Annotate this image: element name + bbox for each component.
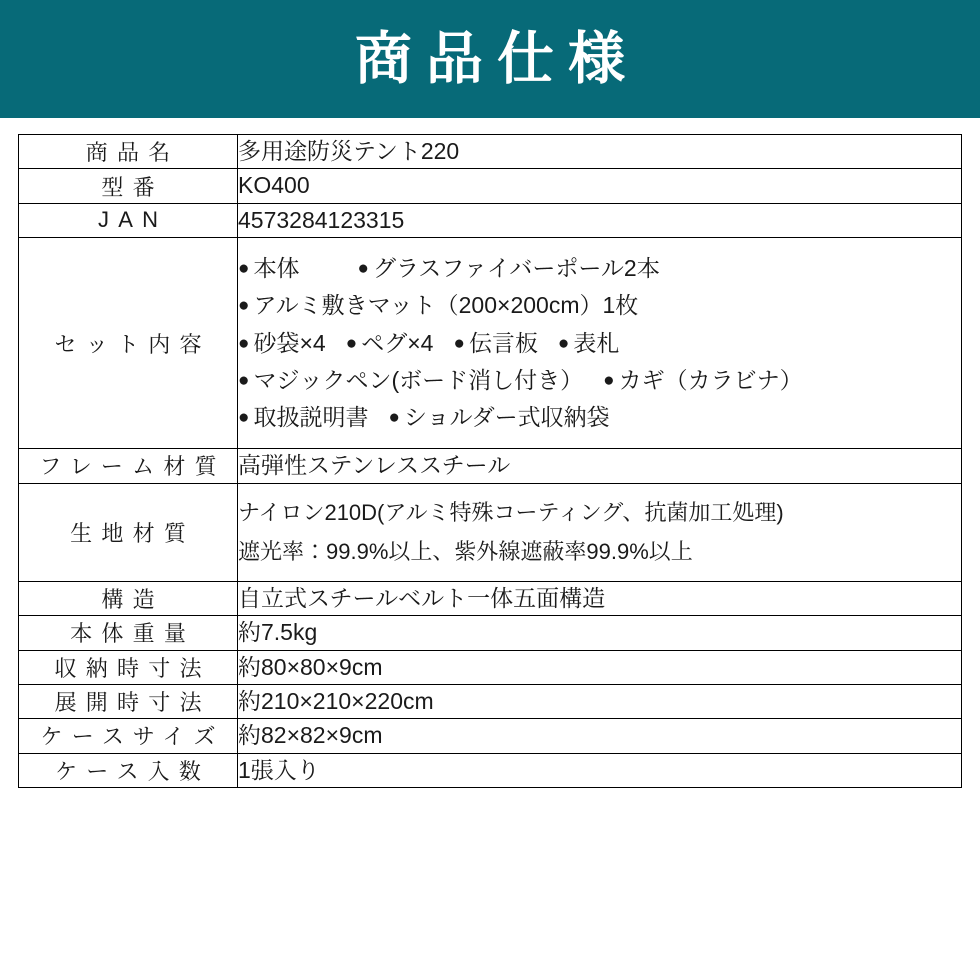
- row-value: 約82×82×9cm: [238, 719, 962, 753]
- row-value: 多用途防災テント220: [238, 135, 962, 169]
- table-row: [19, 753, 962, 787]
- bullet-icon: ●: [603, 369, 615, 391]
- set-item: 本体: [253, 255, 300, 282]
- row-label: [19, 135, 238, 169]
- set-contents-line: [238, 399, 961, 436]
- table-row: [19, 203, 962, 237]
- bullet-icon: ●: [557, 332, 570, 354]
- table-row: [19, 581, 962, 615]
- table-row: [19, 616, 962, 650]
- row-label: [19, 203, 238, 237]
- spec-table: [18, 134, 962, 788]
- row-label-text: 構造: [101, 586, 164, 612]
- table-row: [19, 135, 962, 169]
- bullet-icon: ●: [345, 332, 358, 354]
- row-label: [19, 169, 238, 203]
- table-row: [19, 449, 962, 483]
- bullet-icon: ●: [238, 295, 250, 317]
- set-item: グラスファイバーポール2本: [372, 255, 660, 282]
- row-label: [19, 449, 238, 483]
- row-label: [19, 581, 238, 615]
- set-item: アルミ敷きマット（200×200cm）1枚: [253, 292, 639, 319]
- set-contents-line: [238, 362, 961, 399]
- row-label-text: ケースサイズ: [40, 724, 225, 750]
- row-value: 約7.5kg: [238, 616, 962, 650]
- page-title: 商品仕様: [355, 25, 639, 92]
- fabric-line: ナイロン210D(アルミ特殊コーティング、抗菌加工処理): [238, 499, 784, 525]
- row-label: [19, 616, 238, 650]
- set-contents-line: [238, 250, 961, 287]
- table-row: [19, 169, 962, 203]
- bullet-icon: ●: [238, 332, 250, 354]
- table-row: [19, 650, 962, 684]
- set-item: 伝言板: [468, 329, 538, 356]
- row-label-text: 本体重量: [70, 621, 196, 647]
- row-value: 約210×210×220cm: [238, 684, 962, 718]
- table-row-fabric: [19, 483, 962, 581]
- row-label-text: JAN: [97, 207, 168, 233]
- set-item: マジックペン(ボード消し付き）: [253, 366, 584, 393]
- row-label: [19, 483, 238, 581]
- table-row: [19, 684, 962, 718]
- row-label: [19, 650, 238, 684]
- row-label-text: セット内容: [54, 331, 211, 357]
- set-item: ショルダー式収納袋: [403, 404, 610, 431]
- set-item: 表札: [573, 329, 620, 356]
- bullet-icon: ●: [357, 258, 369, 280]
- row-value: 高弾性ステンレススチール: [238, 449, 962, 483]
- page-header: [0, 0, 980, 118]
- row-label-text: フレーム材質: [39, 454, 226, 480]
- row-label: [19, 753, 238, 787]
- row-label-text: 商品名: [85, 140, 180, 166]
- table-row: [19, 719, 962, 753]
- bullet-icon: ●: [238, 369, 250, 391]
- row-label: [19, 238, 238, 449]
- row-label-text: 収納時寸法: [54, 655, 211, 681]
- set-item: 取扱説明書: [253, 404, 369, 431]
- row-label: [19, 684, 238, 718]
- set-item: 砂袋×4: [253, 329, 326, 356]
- bullet-icon: ●: [453, 332, 465, 354]
- row-value: 約80×80×9cm: [238, 650, 962, 684]
- bullet-icon: ●: [388, 407, 400, 429]
- row-value: 4573284123315: [238, 203, 962, 237]
- set-contents-line: [238, 287, 961, 324]
- set-item: カギ（カラビナ）: [618, 366, 803, 393]
- row-label-text: 型番: [101, 174, 164, 200]
- spec-table-container: [0, 118, 980, 980]
- bullet-icon: ●: [238, 258, 250, 280]
- row-label-text: 生地材質: [70, 520, 196, 546]
- fabric-line: 遮光率：99.9%以上、紫外線遮蔽率99.9%以上: [238, 538, 693, 564]
- row-label-text: ケース入数: [55, 758, 211, 784]
- row-value: 自立式スチールベルト一体五面構造: [238, 581, 962, 615]
- fabric-material-value: [238, 483, 962, 581]
- set-contents-value: [238, 238, 962, 449]
- table-row-set-contents: [19, 238, 962, 449]
- row-label: [19, 719, 238, 753]
- row-value: KO400: [238, 169, 962, 203]
- set-item: ペグ×4: [361, 329, 434, 356]
- set-contents-line: [238, 325, 961, 362]
- bullet-icon: ●: [238, 407, 250, 429]
- row-label-text: 展開時寸法: [54, 690, 211, 716]
- row-value: 1張入り: [238, 753, 962, 787]
